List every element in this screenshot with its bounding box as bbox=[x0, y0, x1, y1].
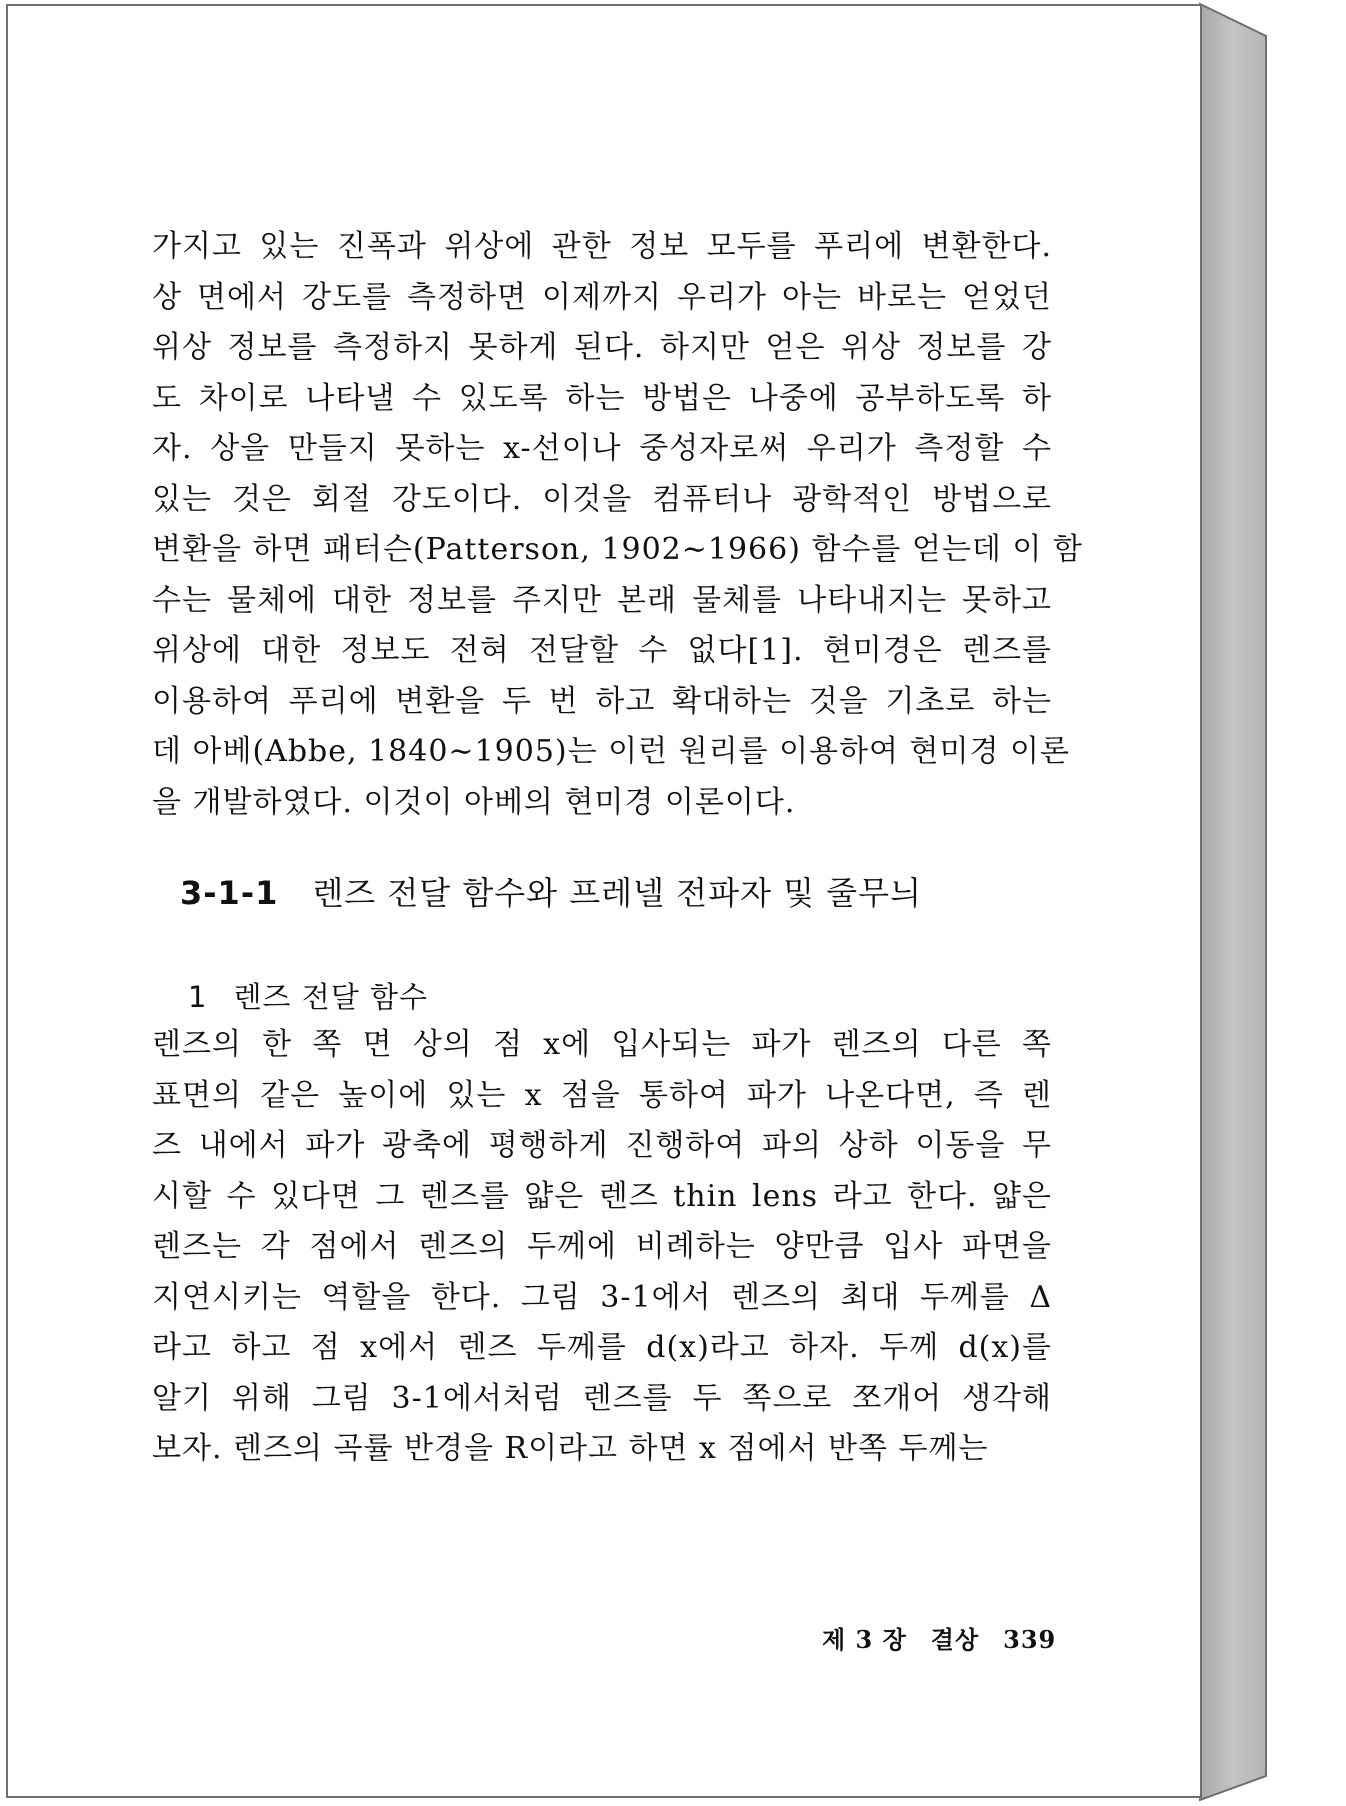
paragraph-text bbox=[152, 1020, 1052, 1475]
section-number: 3-1-1 bbox=[180, 874, 279, 912]
text-line: 위상 정보를 측정하지 못하게 된다. 하지만 얻은 위상 정보를 강 bbox=[152, 330, 1052, 365]
section-title: 렌즈 전달 함수와 프레넬 전파자 및 줄무늬 bbox=[312, 874, 922, 912]
text-line: 라고 하고 점 x에서 렌즈 두께를 d(x)라고 하자. 두께 d(x)를 bbox=[152, 1330, 1052, 1365]
text-line: 있는 것은 회절 강도이다. 이것을 컴퓨터나 광학적인 방법으로 bbox=[152, 481, 1052, 517]
text-line: 즈 내에서 파가 광축에 평행하게 진행하여 파의 상하 이동을 무 bbox=[152, 1128, 1052, 1163]
text-line: 위상에 대한 정보도 전혀 전달할 수 없다[1]. 현미경은 렌즈를 bbox=[152, 633, 1052, 668]
text-line: 보자. 렌즈의 곡률 반경을 R이라고 하면 x 점에서 반쪽 두께는 bbox=[152, 1431, 989, 1466]
body-paragraph-1 bbox=[152, 222, 1083, 828]
text-line: 렌즈의 한 쪽 면 상의 점 x에 입사되는 파가 렌즈의 다른 쪽 bbox=[152, 1027, 1052, 1062]
footer-chapter-title: 결상 bbox=[930, 1625, 980, 1654]
page-number: 339 bbox=[1003, 1625, 1057, 1654]
text-line: 상 면에서 강도를 측정하면 이제까지 우리가 아는 바로는 얻었던 bbox=[152, 279, 1052, 315]
section-heading bbox=[180, 868, 922, 914]
text-line: 알기 위해 그림 3-1에서처럼 렌즈를 두 쪽으로 쪼개어 생각해 bbox=[152, 1380, 1052, 1416]
subsection-number: 1 bbox=[188, 980, 208, 1014]
paragraph-text bbox=[152, 222, 1083, 828]
text-line: 수는 물체에 대한 정보를 주지만 본래 물체를 나타내지는 못하고 bbox=[152, 582, 1052, 618]
footer-chapter: 제 3 장 bbox=[822, 1625, 907, 1654]
text-line: 변환을 하면 패터슨(Patterson, 1902∼1966) 함수를 얻는데 이 함 bbox=[152, 532, 1083, 567]
text-line: 지연시키는 역할을 한다. 그림 3-1에서 렌즈의 최대 두께를 Δ bbox=[152, 1279, 1052, 1315]
text-line: 시할 수 있다면 그 렌즈를 얇은 렌즈 thin lens 라고 한다. 얇은 bbox=[152, 1178, 1052, 1214]
body-paragraph-2 bbox=[152, 1020, 1052, 1475]
text-line: 자. 상을 만들지 못하는 x-선이나 중성자로써 우리가 측정할 수 bbox=[152, 431, 1052, 466]
text-line: 이용하여 푸리에 변환을 두 번 하고 확대하는 것을 기초로 하는 bbox=[152, 683, 1052, 719]
text-line: 가지고 있는 진폭과 위상에 관한 정보 모두를 푸리에 변환한다. bbox=[152, 229, 1052, 264]
page-footer bbox=[822, 1620, 1056, 1655]
text-line: 렌즈는 각 점에서 렌즈의 두께에 비례하는 양만큼 입사 파면을 bbox=[152, 1229, 1052, 1264]
text-line: 을 개발하였다. 이것이 아베의 현미경 이론이다. bbox=[152, 784, 796, 820]
text-line: 표면의 같은 높이에 있는 x 점을 통하여 파가 나온다면, 즉 렌 bbox=[152, 1077, 1052, 1113]
text-line: 도 차이로 나타낼 수 있도록 하는 방법은 나중에 공부하도록 하 bbox=[152, 380, 1052, 416]
text-line: 데 아베(Abbe, 1840∼1905)는 이런 원리를 이용하여 현미경 이론 bbox=[152, 734, 1070, 769]
subsection-heading bbox=[188, 975, 428, 1016]
subsection-title: 렌즈 전달 함수 bbox=[233, 980, 428, 1014]
